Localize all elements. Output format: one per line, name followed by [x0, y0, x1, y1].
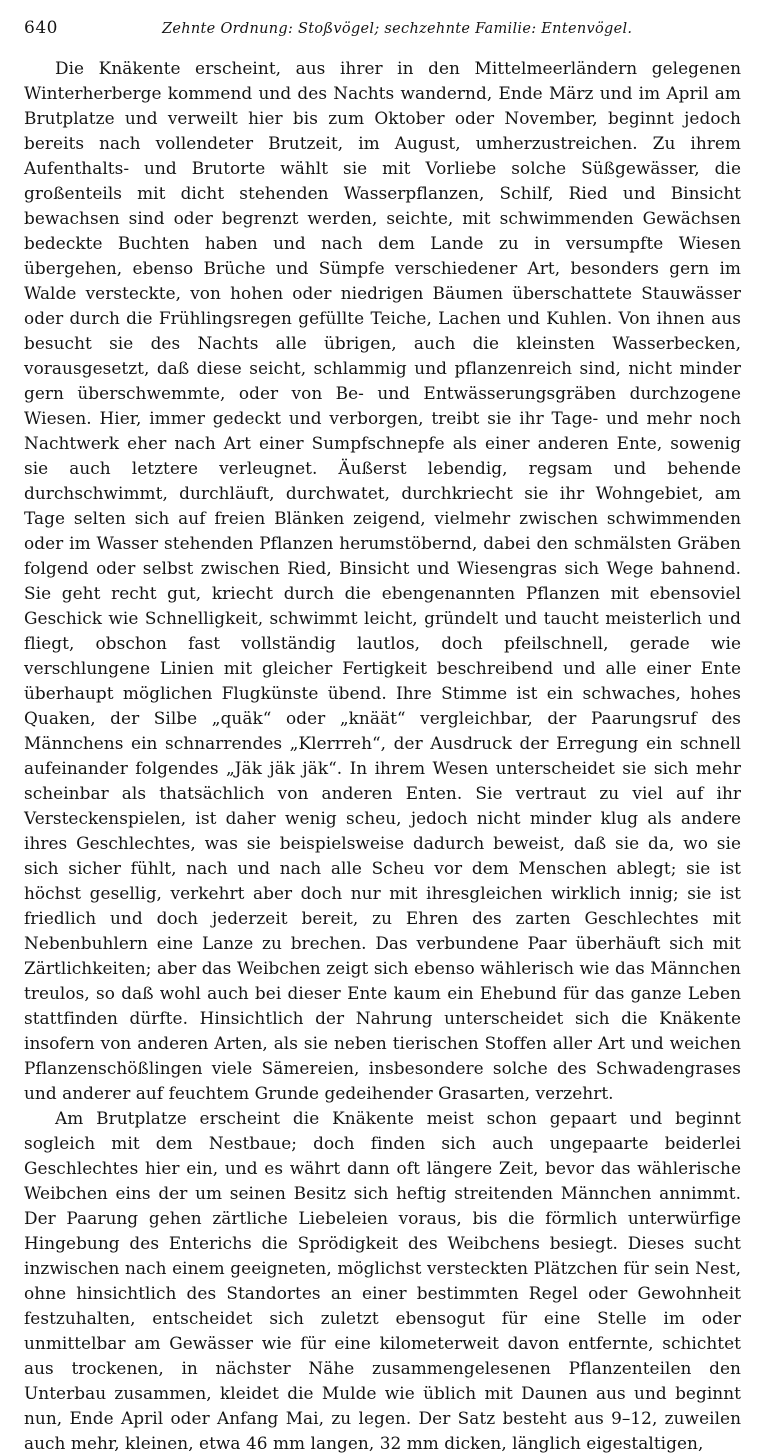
- paragraph-2: Am Brutplatze erscheint die Knäkente meist schon gepaart und beginnt sogleich mit dem Nestbaue; doch finden sich auch ungepaarte beiderlei Geschlechtes hier ein, und es währt dann oft längere Zeit, bevor das wählerische Weibchen eins der um seinen Besitz sich heftig streitenden Männchen annimmt. Der Paarung gehen zärtliche Liebeleien voraus, bis die förmlich unterwürfige Hingebung des Enterichs die Sprödigkeit des Weibchens besiegt. Dieses sucht inzwischen nach einem geeigneten, möglichst versteckten Plätzchen für sein Nest, ohne hinsichtlich des Standortes an einer bestimmten Regel oder Gewohnheit festzuhalten, entscheidet sich zuletzt ebensogut für eine Stelle im oder unmittelbar am Gewässer wie für eine kilometerweit davon entfernte, schichtet aus trockenen, in nächster Nähe zusammengelesenen Pflanzenteilen den Unterbau zusammen, kleidet die Mulde wie üblich mit Daunen aus und beginnt nun, Ende April oder Anfang Mai, zu legen. Der Satz besteht aus 9–12, zuweilen auch mehr, kleinen, etwa 46 mm langen, 32 mm dicken, länglich eigestaltigen,: [24, 1108, 741, 1453]
- paragraph-1: Die Knäkente erscheint, aus ihrer in den Mittelmeerländern gelegenen Winterherberge kommend und des Nachts wandernd, Ende März und im April am Brutplatze und verweilt hier bis zum Oktober oder November, beginnt jedoch bereits nach vollendeter Brutzeit, im August, umherzustreichen. Zu ihrem Aufenthalts- und Brutorte wählt sie mit Vorliebe solche Süßgewässer, die großenteils mit dicht stehenden Wasserpflanzen, Schilf, Ried und Binsicht bewachsen sind oder begrenzt werden, seichte, mit schwimmenden Gewächsen bedeckte Buchten haben und nach dem Lande zu in versumpfte Wiesen übergehen, ebenso Brüche und Sümpfe verschiedener Art, besonders gern im Walde versteckte, von hohen oder niedrigen Bäumen überschattete Stauwässer oder durch die Frühlingsregen gefüllte Teiche, Lachen und Kuhlen. Von ihnen aus besucht sie des Nachts alle übrigen, auch die kleinsten Wasserbecken, vorausgesetzt, daß diese seicht, schlammig und pflanzenreich sind, nicht minder gern überschwemmte, oder von Be- und Entwässerungsgräben durchzogene Wiesen. Hier, immer gedeckt und verborgen, treibt sie ihr Tage- und mehr noch Nachtwerk eher nach Art einer Sumpfschnepfe als einer anderen Ente, sowenig sie auch letztere verleugnet. Äußerst lebendig, regsam und behende durchschwimmt, durchläuft, durchwatet, durchkriecht sie ihr Wohngebiet, am Tage selten sich auf freien Blänken zeigend, vielmehr zwischen schwimmenden oder im Wasser stehenden Pflanzen herumstöbernd, dabei den schmälsten Gräben folgend oder selbst zwischen Ried, Binsicht und Wiesengras sich Wege bahnend. Sie geht recht gut, kriecht durch die ebengenannten Pflanzen mit ebensoviel Geschick wie Schnelligkeit, schwimmt leicht, gründelt und taucht meisterlich und fliegt, obschon fast vollständig lautlos, doch pfeilschnell, gerade wie verschlungene Linien mit gleicher Fertigkeit beschreibend und alle einer Ente überhaupt möglichen Flugkünste übend. Ihre Stimme ist ein schwaches, hohes Quaken, der Silbe „quäk“ oder „knäät“ vergleichbar, der Paarungsruf des Männchens ein schnarrendes „Klerrreh“, der Ausdruck der Erregung ein schnell aufeinander folgendes „Jäk jäk jäk“. In ihrem Wesen unterscheidet sie sich mehr scheinbar als thatsächlich von anderen Enten. Sie vertraut zu viel auf ihr Versteckenspielen, ist daher wenig scheu, jedoch nicht minder klug als andere ihres Geschlechtes, was sie beispielsweise dadurch beweist, daß sie da, wo sie sich sicher fühlt, nach und nach alle Scheu vor dem Menschen ablegt; sie ist höchst gesellig, verkehrt aber doch nur mit ihresgleichen wirklich innig; sie ist friedlich und doch jederzeit bereit, zu Ehren des zarten Geschlechtes mit Nebenbuhlern eine Lanze zu brechen. Das verbundene Paar überhäuft sich mit Zärtlichkeiten; aber das Weibchen zeigt sich ebenso wählerisch wie das Männchen treulos, so daß wohl auch bei dieser Ente kaum ein Ehebund für das ganze Leben stattfinden dürfte. Hinsichtlich der Nahrung unterscheidet sich die Knäkente insofern von anderen Arten, als sie neben tierischen Stoffen aller Art und weichen Pflanzenschößlingen viele Sämereien, insbesondere solche des Schwadengrases und anderer auf feuchtem Grunde gedeihender Grasarten, verzehrt.: [24, 58, 741, 1103]
- body-text: [24, 56, 741, 1456]
- running-head-title: Zehnte Ordnung: Stoßvögel; sechzehnte Familie: Entenvögel.: [162, 21, 633, 37]
- page-number: 640: [24, 18, 58, 38]
- running-head: [24, 18, 741, 48]
